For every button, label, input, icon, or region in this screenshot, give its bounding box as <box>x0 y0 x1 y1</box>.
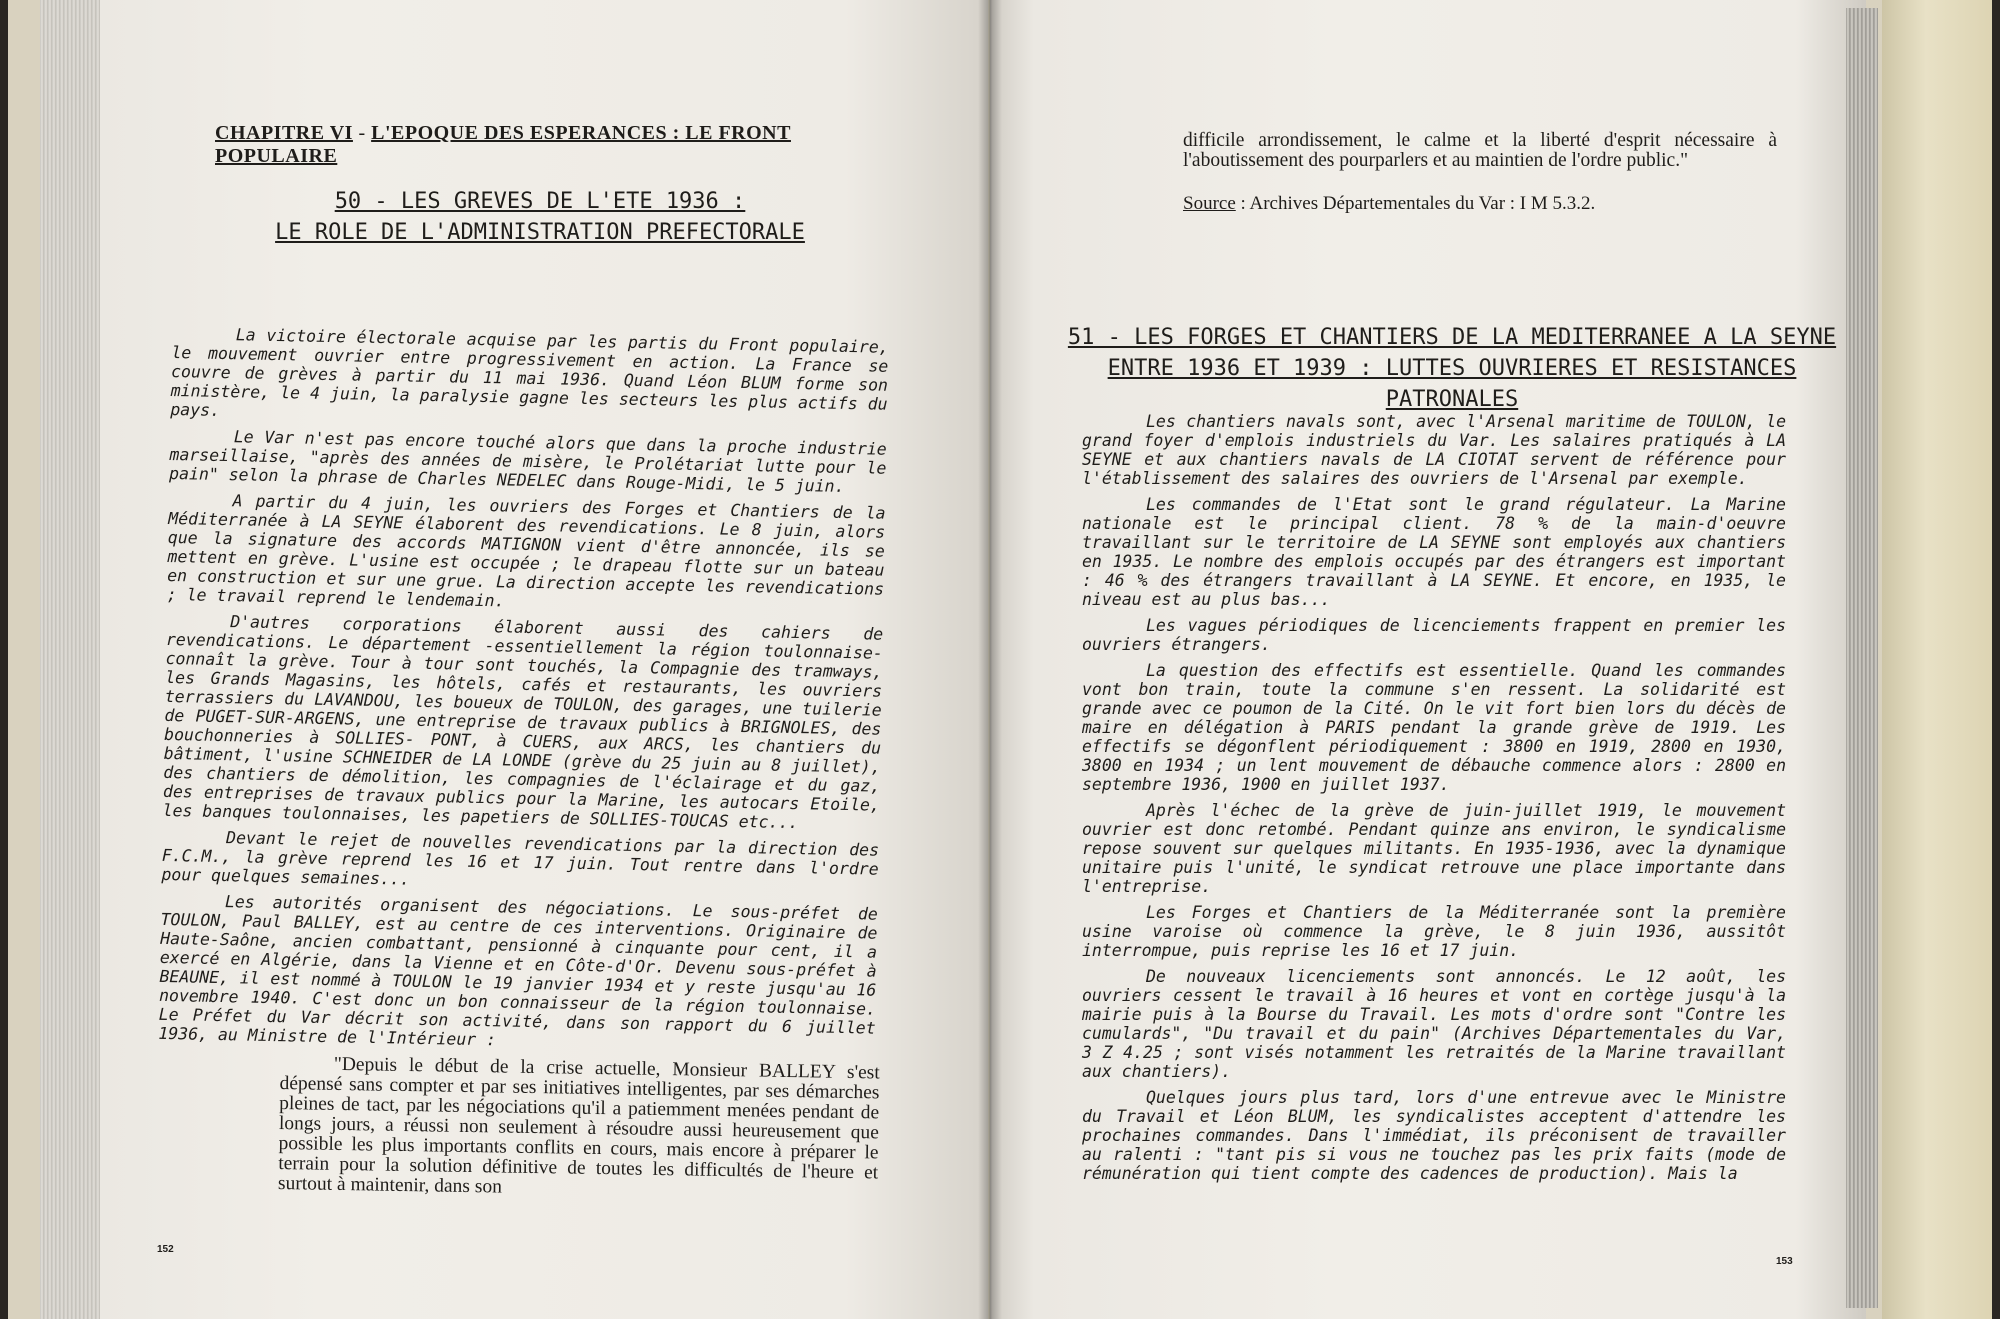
quote-continuation <box>1183 131 1777 171</box>
page-number-right: 153 <box>1776 1256 1793 1267</box>
chapter-number: CHAPITRE VI <box>215 122 353 144</box>
chapter-name: L'EPOQUE DES ESPERANCES : LE FRONT POPULAIRE <box>215 122 791 167</box>
chapter-separator: - <box>358 122 366 144</box>
prefect-quote <box>278 1054 880 1203</box>
quote-continuation-text: difficile arrondissement, le calme et la liberté d'esprit nécessaire à l'aboutissement des pourparlers et au maintien de l'ordre public." <box>1183 130 1777 171</box>
paragraph: A partir du 4 juin, les ouvriers des Forges et Chantiers de la Méditerranée à LA SEYNE élaborent des revendications. Le 8 juin, alors que la signature des accords MATIGNON vient d'être annoncée, ils se mettent en grève. L'usine est occupée ; le drapeau flotte sur un bateau en construction et sur une grue. La direction accepte les revendications ; le travail reprend le lendemain. <box>166 491 886 611</box>
paragraph: Les Forges et Chantiers de la Méditerranée sont la première usine varoise où commence la grève, le 8 juin 1936, aussitôt interrompue, puis reprise les 16 et 17 juin. <box>1082 903 1786 960</box>
paragraph: De nouveaux licenciements sont annoncés. Le 12 août, les ouvriers cessent le travail à 16 heures et vont en cortège jusqu'à la mairie puis à la Bourse du Travail. Les mots d'ordre sont "Contre les cumulards", "Du travail et du pain" (Archives Départementales du Var, 3 Z 4.25 ; sont visés notamment les retraités de la Marine travaillant aux chantiers). <box>1082 967 1786 1081</box>
source-citation <box>1183 193 1783 215</box>
paragraph: Quelques jours plus tard, lors d'une entrevue avec le Ministre du Travail et Léon BLUM, les syndicalistes acceptent d'attendre les prochaines commandes. Dans l'immédiat, ils préconisent de travailler au ralenti : "tant pis si vous ne touchez pas les prix faits (mode de rémunération qui tient compte des cadences de production). Mais la <box>1082 1088 1786 1183</box>
source-text: : Archives Départementales du Var : I M 5.3.2. <box>1240 193 1596 214</box>
section-51-heading <box>1052 322 1852 415</box>
source-label: Source <box>1183 193 1236 214</box>
left-page-body <box>158 324 889 1064</box>
section-51-heading-line1: 51 - LES FORGES ET CHANTIERS DE LA MEDITERRANEE A LA SEYNE <box>1067 325 1837 350</box>
book-gutter <box>978 0 1002 1319</box>
paragraph: La victoire électorale acquise par les partis du Front populaire, le mouvement ouvrier entre progressivement en action. La France se couvre de grèves à partir du 11 mai 1936. Quand Léon BLUM forme son ministère, le 4 juin, la paralysie gagne les secteurs les plus actifs du pays. <box>170 325 889 420</box>
section-50-heading <box>270 186 810 248</box>
page-number-left: 152 <box>157 1244 174 1255</box>
quote-text: "Depuis le début de la crise actuelle, Monsieur BALLEY s'est dépensé sans compter et par ses initiatives intelligentes, par ses démarches pleines de tact, par les négociations qu'il a patiemment menées pendant de longs jours, a réussi non seulement à résoudre aussi heureusement que possible les plus importants conflits en cours, mais encore à préparer le terrain pour la solution définitive de toutes les difficultés de l'heure et surtout à maintenir, dans son <box>277 1053 880 1198</box>
section-51-heading-line2: ENTRE 1936 ET 1939 : LUTTES OUVRIERES ET RESISTANCES PATRONALES <box>1107 356 1797 412</box>
paragraph: D'autres corporations élaborent aussi des cahiers de revendications. Le département -essentiellement la région toulonnaise- connaît la grève. Tour à tour sont touchés, la Compagnie des tramways, les Grands Magasins, les hôtels, cafés et restaurants, les ouvriers terrassiers du LAVANDOU, les boueux de TOULON, des garages, une tuilerie de PUGET-SUR-ARGENS, une entreprise de travaux publics à BRIGNOLES, des bouchonneries à SOLLIES- PONT, à CUERS, aux ARCS, les chantiers du bâtiment, l'usine SCHNEIDER de LA LONDE (grève du 25 juin au 8 juillet), des chantiers de démolition, les compagnies de l'éclairage et du gaz, des entreprises de travaux publics pour la Marine, les autocars Etoile, les banques toulonnaises, les papetiers de SOLLIES-TOUCAS etc... <box>162 612 884 833</box>
section-50-heading-line2: LE ROLE DE L'ADMINISTRATION PREFECTORALE <box>275 220 805 245</box>
paragraph: Les autorités organisent des négociations. Le sous-préfet de TOULON, Paul BALLEY, est au centre de ces interventions. Originaire de Haute-Saône, ancien combattant, pensionné à cinquante pour cent, il a exercé en Algérie, dans la Vienne et en Côte-d'Or. Devenu sous-préfet à BEAUNE, il est nommé à TOULON le 19 janvier 1934 et y reste jusqu'au 16 novembre 1940. C'est donc un bon connaisseur de la région toulonnaise. Le Préfet du Var décrit son activité, dans son rapport du 6 juillet 1936, au Ministre de l'Intérieur : <box>158 892 878 1050</box>
right-page-body <box>1082 412 1786 1190</box>
chapter-title <box>215 122 915 168</box>
section-50-heading-line1: 50 - LES GREVES DE L'ETE 1936 : <box>334 189 746 214</box>
book-cover-board <box>1882 0 1992 1319</box>
paragraph: Les vagues périodiques de licenciements frappent en premier les ouvriers étrangers. <box>1082 616 1786 654</box>
paragraph: Les chantiers navals sont, avec l'Arsenal maritime de TOULON, le grand foyer d'emplois industriels du Var. Les salaires pratiqués à LA SEYNE et aux chantiers navals de LA CIOTAT servent de référence pour l'établissement des salaires des ouvriers de l'Arsenal par exemple. <box>1082 412 1786 488</box>
right-page-edges <box>1846 8 1878 1308</box>
left-page-edges <box>40 0 100 1319</box>
paragraph: Les commandes de l'Etat sont le grand régulateur. La Marine nationale est le principal client. 78 % de la main-d'oeuvre travaillant sur le territoire de LA SEYNE sont employés aux chantiers en 1935. Le nombre des emplois occupés par des étrangers est important : 46 % des étrangers travaillant à LA SEYNE. Et encore, en 1935, le niveau est au plus bas... <box>1082 495 1786 609</box>
paragraph: La question des effectifs est essentielle. Quand les commandes vont bon train, toute la commune s'en ressent. La solidarité est grande avec ce poumon de la Cité. On le vit fort bien lors du décès de maire en délégation à PARIS pendant la grande grève de 1919. Les effectifs se dégonflent périodiquement : 3800 en 1919, 2800 en 1930, 3800 en 1934 ; un lent mouvement de débauche commence alors : 2800 en septembre 1936, 1900 en juillet 1937. <box>1082 661 1786 794</box>
paragraph: Devant le rejet de nouvelles revendications par la direction des F.C.M., la grève reprend les 16 et 17 juin. Tout rentre dans l'ordre pour quelques semaines... <box>161 828 880 889</box>
paragraph: Après l'échec de la grève de juin-juillet 1919, le mouvement ouvrier est donc retombé. Pendant quinze ans environ, le syndicalisme repose souvent sur quelques militants. En 1935-1936, avec la dynamique unitaire puis l'unité, le syndicat retrouve une place importante dans l'entreprise. <box>1082 801 1786 896</box>
paragraph: Le Var n'est pas encore touché alors que dans la proche industrie marseillaise, "après des années de misère, le Prolétariat lutte pour le pain" selon la phrase de Charles NEDELEC dans Rouge-Midi, le 5 juin. <box>168 427 887 496</box>
